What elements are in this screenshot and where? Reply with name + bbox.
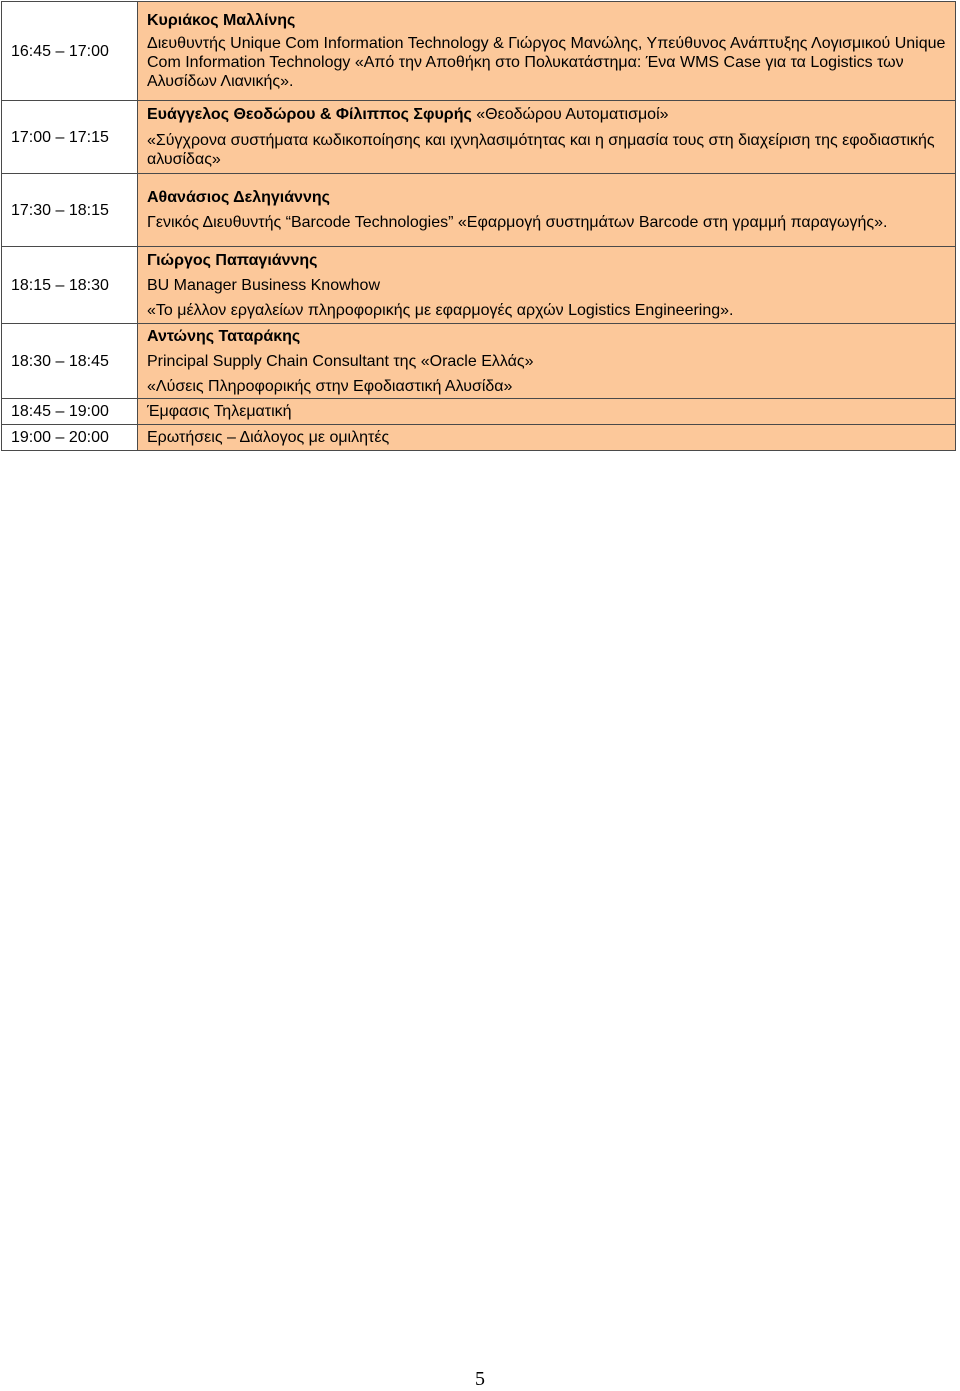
time-slot: 16:45 – 17:00 bbox=[2, 2, 138, 101]
speaker-name: Κυριάκος Μαλλίνης bbox=[147, 12, 296, 29]
session-description: «Το μέλλον εργαλείων πληροφορικής με εφαρμογές αρχών Logistics Engineering». bbox=[147, 301, 734, 319]
schedule-table bbox=[1, 1, 956, 451]
session-detail: Ερωτήσεις – Διάλογος με ομιλητές bbox=[138, 425, 956, 451]
session-detail bbox=[138, 2, 956, 101]
session-detail bbox=[138, 174, 956, 247]
session-detail: Έμφασις Τηλεματική bbox=[138, 399, 956, 425]
schedule-row bbox=[2, 399, 956, 425]
speaker-title: Principal Supply Chain Consultant της «Oracle Ελλάς» bbox=[147, 352, 534, 370]
time-slot: 18:15 – 18:30 bbox=[2, 247, 138, 324]
session-detail bbox=[138, 247, 956, 324]
time-slot: 18:45 – 19:00 bbox=[2, 399, 138, 425]
schedule-row bbox=[2, 101, 956, 174]
session-detail bbox=[138, 324, 956, 399]
time-slot: 17:30 – 18:15 bbox=[2, 174, 138, 247]
speaker-company: «Θεοδώρου Αυτοματισμοί» bbox=[471, 106, 669, 123]
time-slot: 19:00 – 20:00 bbox=[2, 425, 138, 451]
speaker-name: Αθανάσιος Δεληγιάννης bbox=[147, 189, 330, 206]
time-slot: 17:00 – 17:15 bbox=[2, 101, 138, 174]
schedule-row bbox=[2, 324, 956, 399]
speaker-line bbox=[147, 105, 947, 124]
speaker-title: BU Manager Business Knowhow bbox=[147, 276, 381, 294]
schedule-row bbox=[2, 174, 956, 247]
session-description: «Σύγχρονα συστήματα κωδικοποίησης και ιχνηλασιμότητας και η σημασία τους στη διαχείριση της εφοδιαστικής αλυσίδας» bbox=[147, 132, 935, 168]
session-description: Γενικός Διευθυντής “Barcode Technologies” «Εφαρμογή συστημάτων Barcode στη γραμμή παραγωγής». bbox=[147, 214, 888, 231]
session-description: «Λύσεις Πληροφορικής στην Εφοδιαστική Αλυσίδα» bbox=[147, 377, 513, 395]
session-detail bbox=[138, 101, 956, 174]
schedule-row bbox=[2, 2, 956, 101]
schedule-row bbox=[2, 247, 956, 324]
schedule-row bbox=[2, 425, 956, 451]
time-slot: 18:30 – 18:45 bbox=[2, 324, 138, 399]
speaker-name: Γιώργος Παπαγιάννης bbox=[147, 251, 318, 269]
page-number: 5 bbox=[475, 1368, 485, 1390]
speaker-name: Αντώνης Ταταράκης bbox=[147, 327, 301, 345]
session-description: Διευθυντής Unique Com Information Technology & Γιώργος Μανώλης, Υπεύθυνος Ανάπτυξης Λογισμικού Unique Com Information Technology «Από την Αποθήκη στο Πολυκατάστημα: Ένα WMS Case για τα Logistics των Αλυσίδων Λιανικής». bbox=[147, 35, 946, 90]
speaker-name: Ευάγγελος Θεοδώρου & Φίλιππος Σφυρής bbox=[147, 106, 472, 123]
